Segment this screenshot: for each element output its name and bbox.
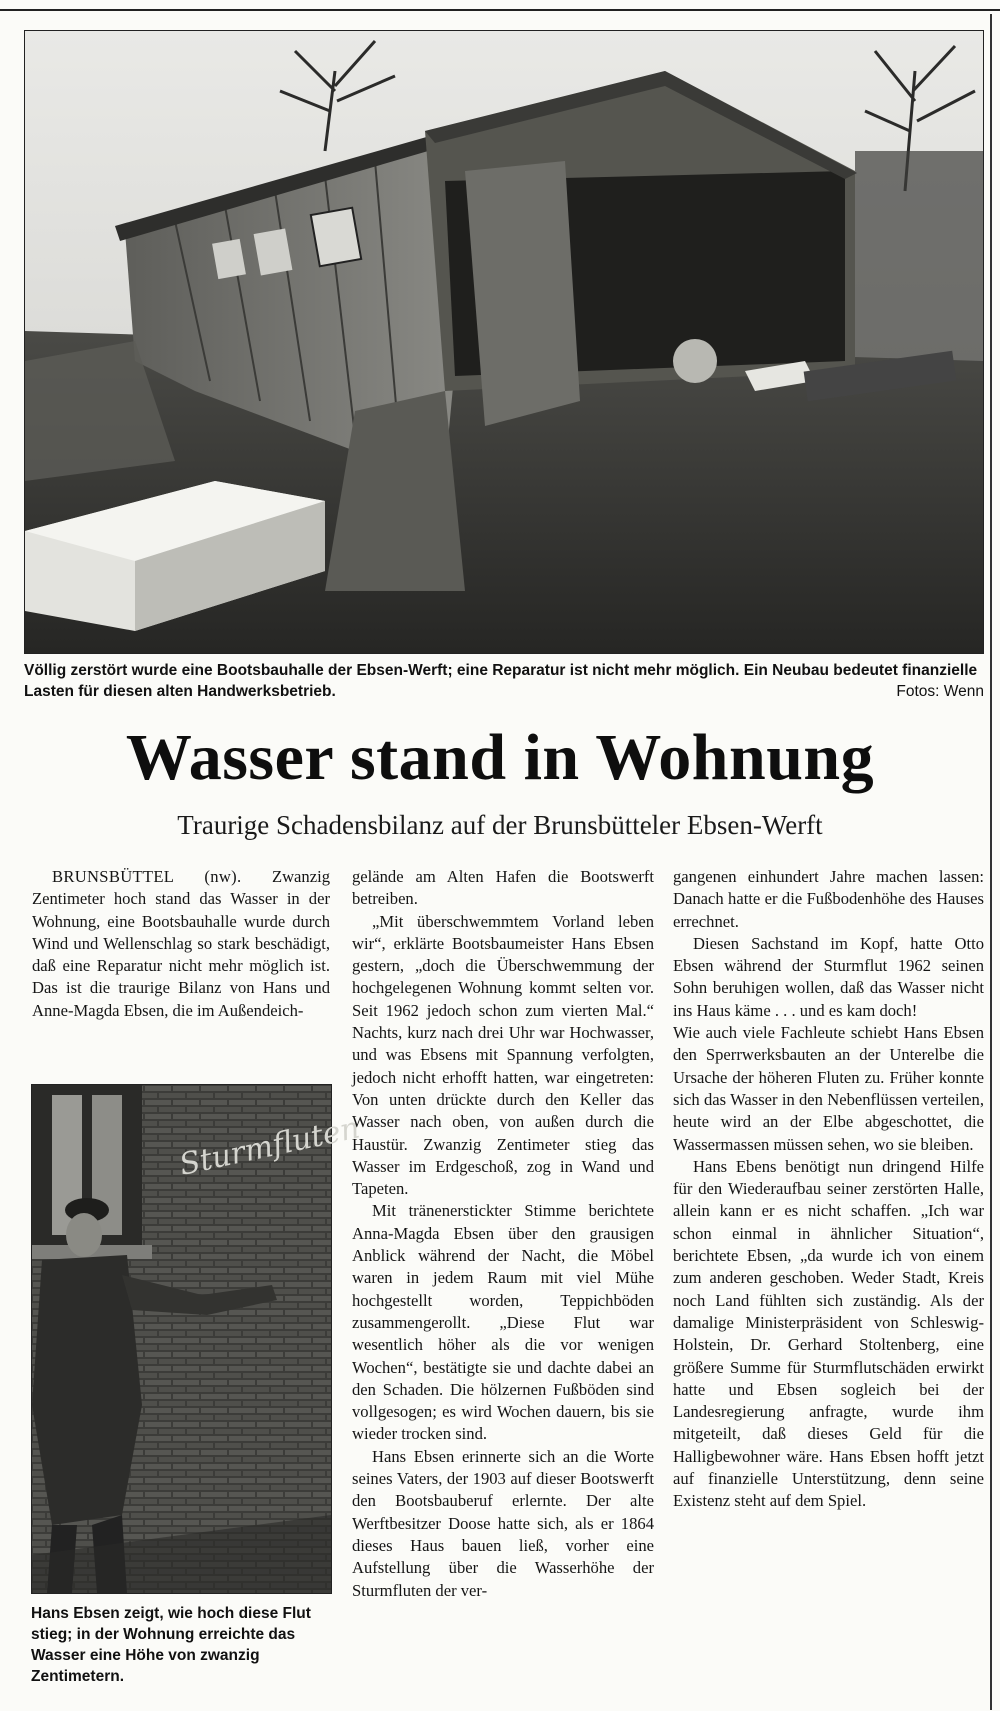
- brick-wall-illustration: [32, 1085, 363, 1593]
- paragraph: gangenen einhundert Jahre machen lassen: Danach hatte er die Fußbodenhöhe des Hauses errechnet.: [673, 867, 984, 931]
- dateline: BRUNSBÜTTEL (nw).: [52, 867, 242, 886]
- boathouse-illustration: [25, 31, 983, 653]
- side-photo-flood-mark: [31, 1084, 363, 1594]
- paragraph: gelände am Alten Hafen die Bootswerft betreiben.: [352, 867, 654, 909]
- wall-lettering: Sturmfluten: [176, 1110, 363, 1183]
- article-column-2: [352, 866, 654, 1602]
- top-rule: [0, 9, 1000, 11]
- right-column-rule: [990, 14, 992, 1710]
- paragraph: Mit tränenerstickter Stimme berichtete Anna-Magda Ebsen über den grausigen Anblick während der Nacht, die Möbel waren in jedem Raum mit viel Mühe hochgestellt worden, Teppichböden zusammengerollt. „Diese Flut war wesentlich höher als die vor wenigen Wochen“, bestätigte sie und dachte dabei an den Schaden. Die hölzernen Fußböden sind vollgesogen; es wird Wochen dauern, bis sie wieder trocken sind.: [352, 1201, 654, 1444]
- article-column-1: [32, 866, 330, 1022]
- photo-credit: Fotos: Wenn: [896, 683, 984, 700]
- paragraph: [32, 866, 330, 1022]
- paragraph: Wie auch viele Fachleute schiebt Hans Ebsen den Sperrwerksbauten an der Unterelbe die Ursache der höheren Fluten zu. Früher konnte sich das Wasser in den Nebenflüssen verteilen, heute wird an der Elbe abgeschottet, die Wassermassen müssen sehen, wo sie bleiben.: [673, 1023, 984, 1154]
- main-photo-boathouse: [24, 30, 984, 654]
- paragraph: „Mit überschwemmtem Vorland leben wir“, erklärte Bootsbaumeister Hans Ebsen gestern, „doch die Überschwemmung der hochgelegenen Wohnung kommt selten vor. Seit 1962 jedoch schon zum vierten Mal.“ Nachts, kurz nach drei Uhr war Hochwasser, und was Ebsens mit Spannung verfolgten, jedoch nicht erhofft hatten, war eingetreten: Von unten drückte durch den Keller das Wasser nach oben, von außen durch die Haustür. Zwanzig Zentimeter stieg das Wasser im Erdgeschoß, zog in Wand und Tapeten.: [352, 911, 654, 1199]
- side-photo-caption: Hans Ebsen zeigt, wie hoch diese Flut stieg; in der Wohnung erreichte das Wasser eine Höhe von zwanzig Zentimetern.: [31, 1605, 311, 1685]
- paragraph: Hans Ebens benötigt nun dringend Hilfe für den Wiederaufbau seiner zerstörten Halle, allein kann er es nicht schaffen. „Ich war schon einmal in ähnlicher Situation“, berichtete Ebsen, „da wurde ich von einem zum anderen geschoben. Weder Stadt, Kreis noch Land fühlten sich zuständig. Als der damalige Ministerpräsident von Schleswig-Holstein, Dr. Gerhard Stoltenberg, eine größere Summe für Sturmflutschäden erwirkt hatte und Ebsen sogleich bei der Landesregierung anfragte, wurde ihm mitgeteilt, daß dieses Geld für die Halligbewohner wäre. Hans Ebsen hofft jetzt auf finanzielle Unterstützung, denn seine Existenz steht auf dem Spiel.: [673, 1156, 984, 1511]
- headline: Wasser stand in Wohnung: [125, 721, 875, 794]
- paragraph-text: Zwanzig Zentimeter hoch stand das Wasser in der Wohnung, eine Bootsbauhalle wurde durch Wind und Wellenschlag so stark beschädigt, daß eine Reparatur nicht mehr möglich ist. Das ist die traurige Bilanz von Hans und Anne-Magda Ebsen, die im Außendeich-: [32, 867, 330, 1020]
- article-column-3: [673, 866, 984, 1513]
- paragraph: Hans Ebsen erinnerte sich an die Worte seines Vaters, der 1903 auf dieser Bootswerft den Bootsbauberuf erlernte. Der alte Werftbesitzer Doose hatte sich, als er 1864 dieses Haus bauen ließ, vorher eine Aufstellung über die Wasserhöhe der Sturmfluten der ver-: [352, 1446, 654, 1600]
- main-photo-caption: Völlig zerstört wurde eine Bootsbauhalle der Ebsen-Werft; eine Reparatur ist nicht mehr möglich. Ein Neubau bedeutet finanzielle Lasten für diesen alten Handwerksbetrieb.: [24, 662, 978, 700]
- paragraph: Diesen Sachstand im Kopf, hatte Otto Ebsen während der Sturmflut 1962 seinen Sohn beruhigen wollen, daß das Wasser nicht ins Haus käme . . . und es kam doch!: [673, 933, 984, 1020]
- subheadline: Traurige Schadensbilanz auf der Brunsbütteler Ebsen-Werft: [177, 810, 823, 840]
